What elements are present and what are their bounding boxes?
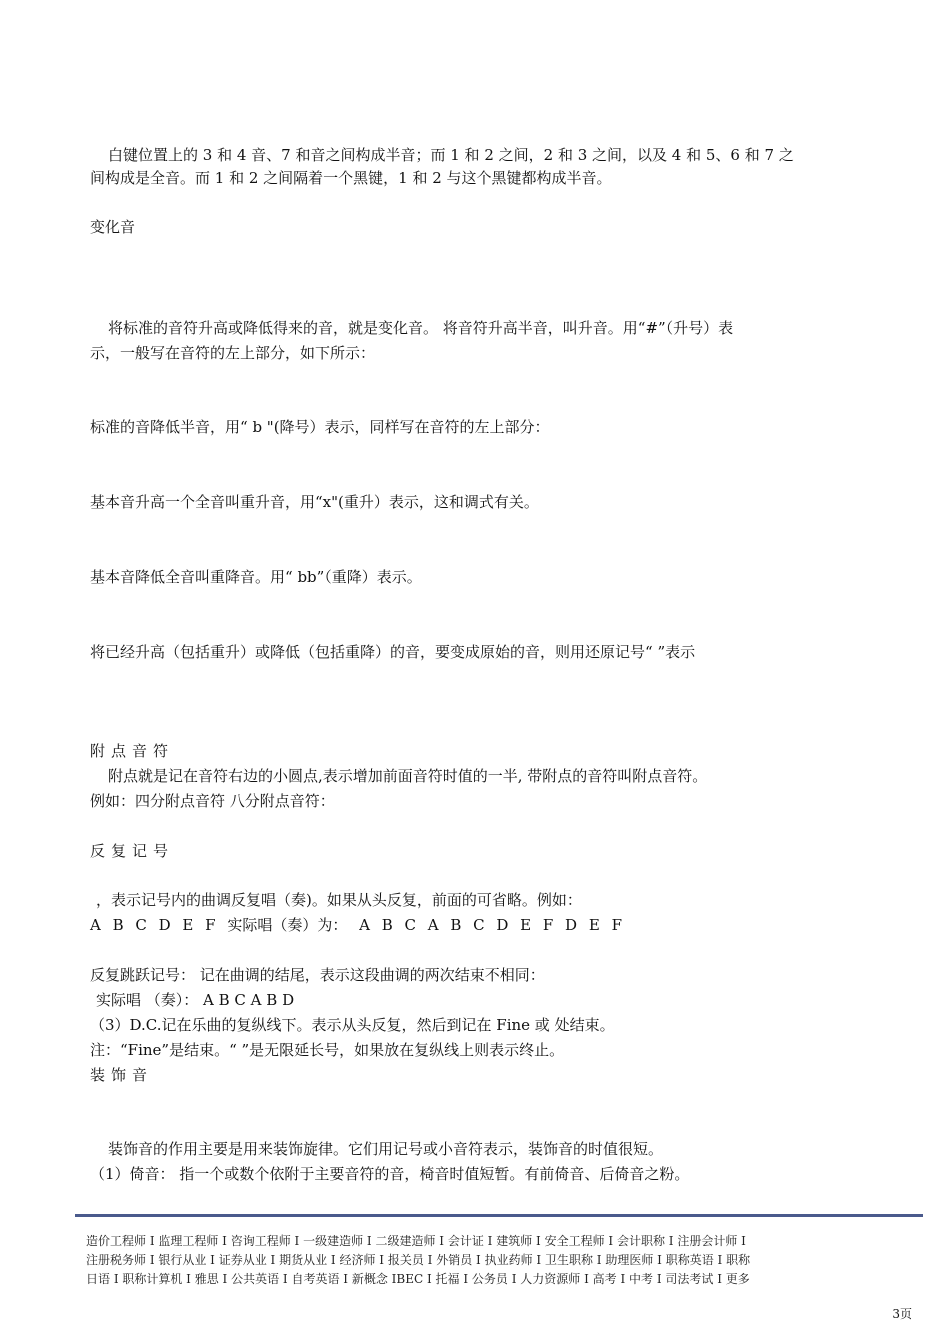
footer-links [86,1232,926,1289]
heading-ornament: 装饰音 [90,1066,154,1084]
para-semitone-line1: 白键位置上的 3 和 4 音、7 和音之间构成半音；而 1 和 2 之间，2 和 3 之间，以及 4 和 5、6 和 7 之 [108,146,794,164]
heading-repeat-sign: 反复记号 [90,842,175,860]
page-number: 3页 [892,1307,912,1321]
para-dotted-example: 例如：四分附点音符 八分附点音符： [90,792,335,810]
para-double-sharp: 基本音升高一个全音叫重升音，用“x"(重升）表示，这和调式有关。 [90,493,539,511]
para-double-flat: 基本音降低全音叫重降音。用“ bb”（重降）表示。 [90,568,422,586]
para-actual-sing: 实际唱 （奏）： A B C A B D [96,991,295,1009]
footer-row-2[interactable]: 注册税务师 I 银行从业 I 证券从业 I 期货从业 I 经济师 I 报关员 I 外销员 I 执业药师 I 卫生职称 I 助理医师 I 职称英语 I 职称 [86,1253,751,1267]
footer-row-1[interactable]: 造价工程师 I 监理工程师 I 咨询工程师 I 一级建造师 I 二级建造师 I 会计证 I 建筑师 I 安全工程师 I 会计职称 I 注册会计师 I [86,1234,746,1248]
para-repeat-example: A B C D E F 实际唱（奏）为： A B C A B C D E F D E F [90,916,622,934]
para-fine-note: 注：“Fine”是结束。“ ”是无限延长号，如果放在复纵线上则表示终止。 [90,1041,565,1059]
para-repeat-jump: 反复跳跃记号： 记在曲调的结尾，表示这段曲调的两次结束不相同： [90,966,545,984]
para-flat: 标准的音降低半音，用“ b "(降号）表示，同样写在音符的左上部分： [90,418,550,436]
para-repeat-desc: ，表示记号内的曲调反复唱（奏)。如果从头反复，前面的可省略。例如： [96,891,582,909]
para-appoggiatura: （1）倚音： 指一个或数个依附于主要音符的音，椅音时值短暂。有前倚音、后倚音之粉。 [90,1165,690,1183]
para-dotted-note: 附点就是记在音符右边的小圆点,表示增加前面音符时值的一半, 带附点的音符叫附点音符。 [108,767,708,785]
heading-dotted-note: 附点音符 [90,742,175,760]
para-sharp-line1: 将标准的音符升高或降低得来的音，就是变化音。 将音符升高半音，叫升音。用“#”（升号）表 [108,319,734,337]
para-dc: （3）D.C.记在乐曲的复纵线下。表示从头反复，然后到记在 Fine 或 处结束。 [90,1016,615,1034]
heading-altered-tone: 变化音 [90,218,136,236]
footer-divider [75,1214,923,1217]
para-sharp-line2: 示，一般写在音符的左上部分，如下所示： [90,344,376,362]
para-semitone-line2: 间构成是全音。而 1 和 2 之间隔着一个黑键，1 和 2 与这个黑键都构成半音。 [90,169,612,187]
para-natural: 将已经升高（包括重升）或降低（包括重降）的音，要变成原始的音，则用还原记号“ ”表示 [90,643,696,661]
footer-row-3[interactable]: 日语 I 职称计算机 I 雅思 I 公共英语 I 自考英语 I 新概念 IBEC I 托福 I 公务员 I 人力资源师 I 高考 I 中考 I 司法考试 I 更多 [86,1272,750,1286]
para-ornament: 装饰音的作用主要是用来装饰旋律。它们用记号或小音符表示，装饰音的时值很短。 [108,1140,664,1158]
